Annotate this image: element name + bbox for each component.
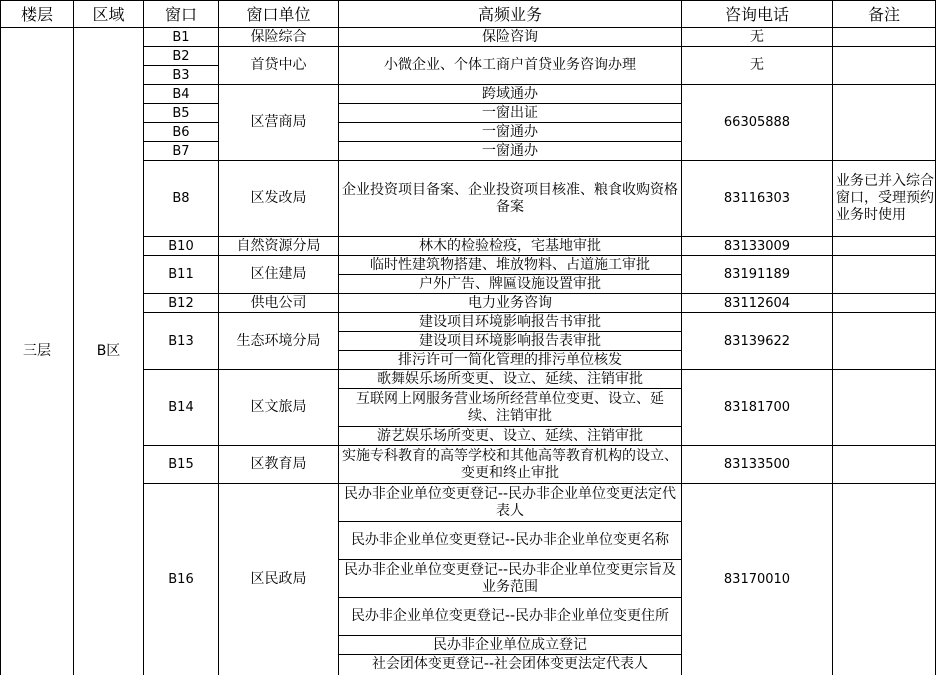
unit-cell: 生态环境分局 bbox=[236, 332, 321, 349]
area-cell: B区 bbox=[96, 343, 121, 359]
phone-cell: 83116303 bbox=[723, 191, 791, 206]
service-cell: 一窗出证 bbox=[482, 104, 538, 121]
window-cell: B10 bbox=[168, 238, 194, 254]
window-cell: B5 bbox=[172, 105, 190, 121]
service-cell: 民办非企业单位变更登记--民办非企业单位变更法定代表人 bbox=[343, 485, 677, 519]
service-cell: 社会团体变更登记--社会团体变更法定代表人 bbox=[371, 655, 649, 672]
service-cell: 小微企业、个体工商户首贷业务咨询办理 bbox=[384, 57, 636, 73]
service-cell: 企业投资项目备案、企业投资项目核准、粮食收购资格备案 bbox=[342, 181, 678, 215]
window-cell: B4 bbox=[172, 86, 190, 102]
service-cell: 户外广告、牌匾设施设置审批 bbox=[419, 275, 601, 292]
window-cell: B2 bbox=[172, 48, 190, 64]
phone-cell: 83133500 bbox=[723, 457, 791, 472]
phone-cell: 83181700 bbox=[723, 400, 791, 415]
phone-cell: 83191189 bbox=[723, 267, 791, 282]
service-cell: 歌舞娱乐场所变更、设立、延续、注销审批 bbox=[377, 370, 643, 387]
header-service: 高频业务 bbox=[477, 4, 542, 24]
header-phone: 咨询电话 bbox=[724, 4, 789, 24]
service-cell: 民办非企业单位变更登记--民办非企业单位变更住所 bbox=[350, 608, 670, 624]
service-cell: 民办非企业单位变更登记--民办非企业单位变更名称 bbox=[350, 532, 670, 548]
window-cell: B12 bbox=[168, 295, 194, 311]
phone-cell: 83170010 bbox=[723, 572, 791, 587]
window-cell: B1 bbox=[172, 29, 190, 45]
window-cell: B3 bbox=[172, 67, 190, 83]
service-cell: 实施专科教育的高等学校和其他高等教育机构的设立、变更和终止审批 bbox=[342, 447, 678, 481]
window-cell: B7 bbox=[172, 143, 190, 159]
service-cell: 保险咨询 bbox=[482, 28, 538, 45]
unit-cell: 供电公司 bbox=[250, 294, 307, 311]
header-remark: 备注 bbox=[867, 4, 900, 24]
phone-cell: 无 bbox=[750, 57, 764, 73]
window-cell: B13 bbox=[168, 333, 194, 349]
service-cell: 互联网上网服务营业场所经营单位变更、设立、延续、注销审批 bbox=[356, 390, 664, 424]
service-cell: 民办非企业单位变更登记--民办非企业单位变更宗旨及业务范围 bbox=[343, 561, 677, 595]
phone-cell: 无 bbox=[750, 28, 764, 45]
service-cell: 一窗通办 bbox=[482, 142, 538, 159]
window-cell: B16 bbox=[168, 572, 194, 587]
service-cell: 电力业务咨询 bbox=[468, 294, 552, 311]
unit-cell: 区住建局 bbox=[250, 266, 307, 282]
unit-cell: 区教育局 bbox=[250, 456, 307, 472]
window-cell: B15 bbox=[168, 457, 194, 472]
window-cell: B11 bbox=[168, 267, 194, 282]
service-cell: 林木的检验检疫，宅基地审批 bbox=[419, 237, 601, 254]
unit-cell: 自然资源分局 bbox=[236, 237, 321, 254]
service-cell: 排污许可一简化管理的排污单位核发 bbox=[398, 351, 622, 368]
window-cell: B8 bbox=[172, 191, 190, 206]
service-cell: 游艺娱乐场所变更、设立、延续、注销审批 bbox=[377, 427, 643, 444]
phone-cell: 83139622 bbox=[723, 333, 791, 349]
remark-cell: 业务已并入综合窗口，受理预约业务时使用 bbox=[836, 173, 934, 223]
header-area: 区域 bbox=[92, 4, 125, 24]
floor-cell: 三层 bbox=[23, 343, 51, 359]
unit-cell: 区发改局 bbox=[250, 190, 307, 206]
header-window: 窗口 bbox=[164, 4, 197, 24]
unit-cell: 区民政局 bbox=[250, 571, 307, 587]
unit-cell: 区文旅局 bbox=[250, 399, 307, 415]
unit-cell: 保险综合 bbox=[250, 28, 307, 45]
unit-cell: 首贷中心 bbox=[250, 57, 307, 73]
phone-cell: 83133009 bbox=[723, 238, 791, 254]
service-cell: 民办非企业单位成立登记 bbox=[433, 636, 587, 653]
window-cell: B14 bbox=[168, 400, 194, 415]
service-cell: 跨域通办 bbox=[482, 85, 538, 102]
phone-cell: 66305888 bbox=[723, 115, 791, 130]
service-cell: 建设项目环境影响报告书审批 bbox=[419, 313, 601, 330]
window-cell: B6 bbox=[172, 124, 190, 140]
unit-cell: 区营商局 bbox=[250, 114, 307, 130]
service-cell: 一窗通办 bbox=[482, 123, 538, 140]
header-unit: 窗口单位 bbox=[246, 4, 311, 24]
service-cell: 临时性建筑物搭建、堆放物料、占道施工审批 bbox=[370, 256, 650, 273]
header-floor: 楼层 bbox=[20, 4, 53, 24]
service-cell: 建设项目环境影响报告表审批 bbox=[419, 332, 601, 349]
phone-cell: 83112604 bbox=[723, 295, 791, 311]
